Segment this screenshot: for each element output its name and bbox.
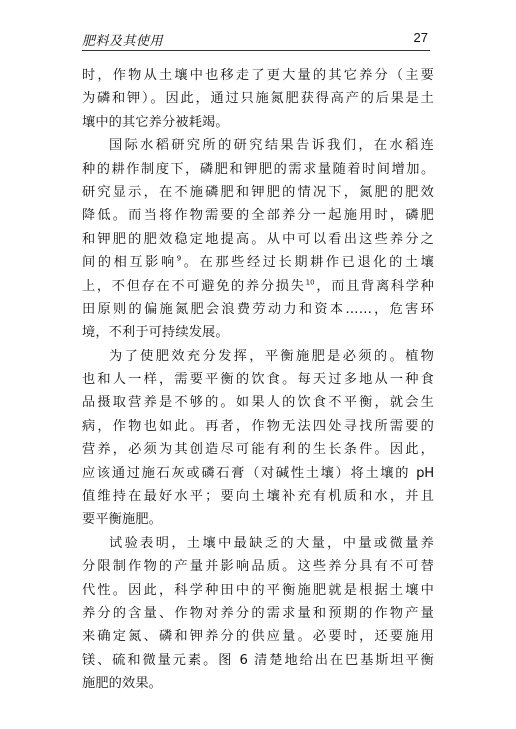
text-line: 应该通过施石灰或磷石膏（对碱性土壤）将土壤的 pH	[82, 465, 434, 481]
header-rule	[82, 50, 430, 51]
text-line: 也和人一样，需要平衡的饮食。每天过多地从一种食	[82, 372, 434, 388]
text-line: 国际水稻研究所的研究结果告诉我们，在水稻连	[109, 138, 434, 154]
running-header-title: 肥料及其使用	[82, 34, 164, 49]
text-line: 田原则的偏施氮肥会浪费劳动力和资本……，危害环	[82, 301, 434, 317]
text-line: 病，作物也如此。再者，作物无法四处寻找所需要的	[82, 418, 434, 434]
text-line: 镁、硫和微量元素。图 6 清楚地给出在巴基斯坦平衡	[82, 652, 434, 668]
text-segment: ，而且背离科学种	[314, 278, 435, 294]
text-line: 和钾肥的肥效稳定地提高。从中可以看出这些养分之	[82, 231, 434, 247]
reference-superscript: 9	[176, 254, 182, 263]
text-line: 研究显示，在不施磷肥和钾肥的情况下，氮肥的肥效	[82, 184, 434, 200]
running-header	[82, 28, 430, 50]
text-line: 分限制作物的产量并影响品质。这些养分具有不可替	[82, 559, 434, 575]
reference-superscript: 10	[305, 278, 315, 287]
page-number: 27	[413, 30, 428, 45]
text-line: 试验表明，土壤中最缺乏的大量，中量或微量养	[109, 535, 434, 551]
text-line: 时，作物从土壤中也移走了更大量的其它养分（主要	[82, 68, 434, 83]
text-segment: 。在那些经过长期耕作已退化的土壤	[181, 255, 434, 271]
body-text	[82, 64, 434, 696]
text-line: 种的耕作制度下，磷肥和钾肥的需求量随着时间增加。	[82, 161, 434, 177]
text-line: 降低。而当将作物需要的全部养分一起施用时，磷肥	[82, 208, 434, 224]
text-line	[82, 251, 434, 274]
text-line: 施肥的效果。	[82, 676, 163, 692]
text-segment: 上，不但存在不可避免的养分损失	[82, 278, 306, 294]
text-line: 为了使肥效充分发挥，平衡施肥是必须的。植物	[109, 348, 434, 364]
text-line: 为磷和钾）。因此，通过只施氮肥获得高产的后果是土	[82, 91, 434, 107]
text-line: 来确定氮、磷和钾养分的供应量。必要时，还要施用	[82, 629, 434, 645]
text-line: 营养，必须为其创造尽可能有利的生长条件。因此，	[82, 442, 434, 458]
text-line	[82, 275, 434, 298]
text-line: 值维持在最好水平；要向土壤补充有机质和水，并且	[82, 489, 434, 505]
text-segment: 间的相互影响	[82, 255, 177, 271]
text-line: 壤中的其它养分被耗竭。	[82, 114, 229, 130]
text-line: 境，不利于可持续发展。	[82, 325, 229, 341]
text-line: 代性。因此，科学种田中的平衡施肥就是根据土壤中	[82, 582, 434, 598]
text-line: 品摄取营养是不够的。如果人的饮食不平衡，就会生	[82, 395, 434, 411]
text-line: 要平衡施肥。	[82, 512, 163, 528]
text-line: 养分的含量、作物对养分的需求量和预期的作物产量	[82, 605, 434, 621]
